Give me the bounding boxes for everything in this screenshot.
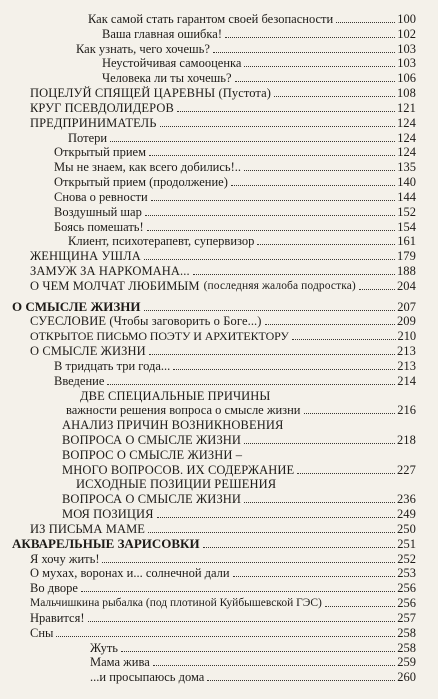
dot-leader: [145, 215, 395, 216]
toc-entry-page: 204: [396, 279, 416, 293]
toc-entry-title: Как узнать, чего хочешь?: [76, 42, 210, 56]
toc-entry: [102, 56, 416, 70]
toc-entry: [30, 329, 416, 343]
toc-entry-page: 209: [396, 314, 416, 328]
toc-entry-page: 227: [396, 463, 416, 477]
toc-entry-page: 144: [397, 190, 416, 204]
toc-entry-page: 100: [397, 12, 416, 26]
toc-entry-title: Введение: [54, 374, 105, 388]
dot-leader: [149, 354, 395, 355]
toc-entry-title: Потери: [68, 131, 108, 145]
dot-leader: [153, 665, 395, 666]
toc-entry: [30, 611, 416, 625]
toc-entry-title: Мальчишкина рыбалка (под плотиной Куйбышевской ГЭС): [30, 597, 322, 609]
toc-entry-title: В тридцать три года...: [54, 359, 171, 373]
toc-entry-title: АКВАРЕЛЬНЫЕ ЗАРИСОВКИ: [12, 536, 200, 551]
toc-entry-title: Открытый прием (продолжение): [54, 175, 228, 189]
toc-entry: [54, 190, 416, 204]
toc-entry-title-line2: МНОГО ВОПРОСОВ. ИХ СОДЕРЖАНИЕ: [62, 463, 295, 477]
dot-leader: [304, 413, 396, 414]
toc-entry-title: Нравится!: [30, 611, 85, 625]
toc-entry-title-line2: важности решения вопроса о смысле жизни: [66, 403, 301, 417]
dot-leader: [107, 384, 395, 385]
toc-entry-title: Сны: [30, 626, 54, 640]
dot-leader: [233, 576, 396, 577]
dot-leader: [203, 547, 396, 548]
toc-entry-title: ИЗ ПИСЬМА МАМЕ: [30, 522, 146, 536]
toc-entry: [54, 160, 416, 174]
toc-entry: [30, 264, 416, 278]
dot-leader: [325, 606, 395, 607]
toc-entry-title: Ваша главная ошибка!: [102, 27, 222, 41]
toc-entry-page: 256: [397, 596, 416, 610]
toc-entry: [54, 205, 416, 219]
toc-entry: [30, 552, 416, 566]
toc-entry-page: 207: [397, 300, 416, 314]
dot-leader: [244, 66, 395, 67]
toc-entry-page: 213: [397, 359, 416, 373]
toc-entry: [30, 581, 416, 595]
toc-entry: [30, 626, 416, 640]
dot-leader: [148, 532, 395, 533]
toc-entry-page: 108: [396, 86, 416, 100]
dot-leader: [157, 517, 395, 518]
toc-entry: [102, 27, 416, 41]
toc-entry: [66, 403, 416, 417]
toc-entry-title: О мухах, воронах и... солнечной дали: [30, 566, 230, 580]
dot-leader: [193, 274, 395, 275]
toc-entry-title: Человека ли ты хочешь?: [102, 71, 232, 85]
toc-entry: [30, 314, 416, 328]
toc-entry-title: ПОЦЕЛУЙ СПЯЩЕЙ ЦАРЕВНЫ (Пустота): [30, 86, 272, 100]
dot-leader: [257, 244, 395, 245]
toc-entry: [62, 507, 416, 521]
toc-entry: [68, 131, 416, 145]
dot-leader: [151, 200, 396, 201]
dot-leader: [177, 111, 395, 112]
dot-leader: [56, 636, 395, 637]
toc-entry-page: 252: [397, 552, 416, 566]
toc-entry: [30, 596, 416, 610]
toc-entry-page: 154: [397, 220, 416, 234]
toc-entry: [54, 145, 416, 159]
toc-entry-title: Неустойчивая самооценка: [102, 56, 242, 70]
toc-entry: [62, 492, 416, 506]
toc-entry-title: Жуть: [90, 641, 119, 655]
toc-entry-title: О СМЫСЛЕ ЖИЗНИ: [12, 299, 141, 314]
toc-entry-page: 259: [397, 655, 416, 669]
toc-entry: [30, 566, 416, 580]
dot-leader: [244, 170, 395, 171]
dot-leader: [88, 621, 396, 622]
toc-entry-page: 251: [397, 537, 416, 551]
dot-leader: [244, 443, 395, 444]
toc-entry: [76, 42, 416, 56]
toc-entry-page: 258: [397, 641, 416, 655]
toc-entry-page: 250: [396, 522, 416, 536]
toc-entry-page: 179: [396, 249, 416, 263]
toc-entry-page: 260: [397, 670, 416, 684]
toc-entry: [30, 344, 416, 358]
toc-entry-title: ПРЕДПРИНИМАТЕЛЬ: [30, 116, 157, 130]
toc-entry: [12, 300, 416, 314]
toc-entry: [30, 522, 416, 536]
toc-entry-title: Открытый прием: [54, 145, 146, 159]
toc-entry-title: Снова о ревности: [54, 190, 148, 204]
toc-entry: [30, 86, 416, 100]
toc-entry-title: ЗАМУЖ ЗА НАРКОМАНА...: [30, 264, 190, 278]
dot-leader: [147, 230, 396, 231]
dot-leader: [225, 37, 395, 38]
toc-entry-title: О СМЫСЛЕ ЖИЗНИ: [30, 344, 146, 358]
toc-entry-page: 216: [397, 403, 416, 417]
toc-entry-title: ДВЕ СПЕЦИАЛЬНЫЕ ПРИЧИНЫ: [80, 389, 271, 403]
toc-entry-title: ИСХОДНЫЕ ПОЗИЦИИ РЕШЕНИЯ: [76, 477, 277, 491]
toc-entry-note: (последняя жалоба подростка): [203, 280, 356, 292]
dot-leader: [144, 259, 395, 260]
toc-entry-page: 188: [396, 264, 416, 278]
dot-leader: [144, 310, 396, 311]
toc-entry-page: 218: [396, 433, 416, 447]
toc-entry: [90, 641, 416, 655]
toc-entry-page: 135: [397, 160, 416, 174]
toc-entry-title: Мама жива: [90, 655, 150, 669]
toc-entry-title: Мы не знаем, как всего добились!..: [54, 160, 242, 174]
dot-leader: [244, 502, 395, 503]
toc-entry-title: АНАЛИЗ ПРИЧИН ВОЗНИКНОВЕНИЯ: [62, 418, 284, 432]
toc-entry-title: СУЕСЛОВИЕ (Чтобы заговорить о Боге...): [30, 314, 262, 328]
dot-leader: [160, 126, 395, 127]
dot-leader: [207, 680, 395, 681]
toc-entry: [54, 220, 416, 234]
toc-entry: [30, 279, 416, 293]
toc-entry-page: 256: [397, 581, 416, 595]
dot-leader: [292, 339, 396, 340]
dot-leader: [231, 185, 395, 186]
toc-entry-page: 103: [397, 42, 416, 56]
toc-entry-title: Клиент, психотерапевт, супервизор: [68, 234, 255, 248]
toc-entry-title: Боясь помешать!: [54, 220, 144, 234]
toc-entry-page: 236: [396, 492, 416, 506]
toc-entry-page: 214: [397, 374, 416, 388]
toc-entry: [62, 463, 416, 477]
dot-leader: [102, 562, 395, 563]
toc-entry-page: 213: [396, 344, 416, 358]
toc-entry-title: ОТКРЫТОЕ ПИСЬМО ПОЭТУ И АРХИТЕКТОРУ: [30, 329, 289, 343]
toc-entry-page: 258: [397, 626, 416, 640]
toc-entry-page: 253: [397, 566, 416, 580]
toc-entry-title: МОЯ ПОЗИЦИЯ: [62, 507, 154, 521]
toc-entry: [54, 175, 416, 189]
dot-leader: [274, 96, 395, 97]
toc-entry: [30, 101, 416, 115]
toc-entry: [68, 234, 416, 248]
dot-leader: [297, 473, 395, 474]
toc-entry: [54, 374, 416, 388]
toc-entry-page: 257: [397, 611, 416, 625]
dot-leader: [213, 52, 395, 53]
toc-entry-page: 106: [397, 71, 416, 85]
dot-leader: [173, 369, 395, 370]
toc-entry-page: 103: [397, 56, 416, 70]
dot-leader: [149, 155, 395, 156]
toc-entry-page: 249: [396, 507, 416, 521]
dot-leader: [110, 141, 395, 142]
dot-leader: [359, 289, 395, 290]
toc-entry: [30, 116, 416, 130]
toc-entry: [90, 655, 416, 669]
toc-entry-title: Как самой стать гарантом своей безопасности: [88, 12, 334, 26]
toc-entry-title: КРУГ ПСЕВДОЛИДЕРОВ: [30, 101, 174, 115]
toc-entry: [30, 249, 416, 263]
toc-entry-page: 140: [397, 175, 416, 189]
toc-entry-title-line2: ВОПРОСА О СМЫСЛЕ ЖИЗНИ: [62, 492, 242, 506]
toc-entry-page: 102: [397, 27, 416, 41]
toc-entry-page: 124: [397, 145, 416, 159]
toc-entry-title-line2: ВОПРОСА О СМЫСЛЕ ЖИЗНИ: [62, 433, 242, 447]
toc-entry-page: 124: [396, 116, 416, 130]
toc-entry-title: Во дворе: [30, 581, 78, 595]
toc-entry-title: О ЧЕМ МОЛЧАТ ЛЮБИМЫМ: [30, 279, 200, 293]
toc-entry-title: Я хочу жить!: [30, 552, 100, 566]
toc-entry-page: 121: [396, 101, 416, 115]
toc-entry: [12, 537, 416, 551]
toc-entry: [88, 12, 416, 26]
toc-entry-title: ЖЕНЩИНА УШЛА: [30, 249, 141, 263]
toc-entry: [54, 359, 416, 373]
toc-entry-title: ...и просыпаюсь дома: [90, 670, 205, 684]
dot-leader: [265, 324, 395, 325]
dot-leader: [81, 591, 395, 592]
dot-leader: [121, 651, 395, 652]
toc-entry-page: 124: [397, 131, 416, 145]
toc-entry-page: 161: [397, 234, 416, 248]
dot-leader: [235, 81, 396, 82]
toc-entry-page: 210: [397, 329, 416, 343]
toc-entry-title: ВОПРОС О СМЫСЛЕ ЖИЗНИ –: [62, 448, 243, 462]
toc-entry: [102, 71, 416, 85]
toc-entry: [62, 433, 416, 447]
toc-entry-page: 152: [397, 205, 416, 219]
toc-entry-title: Воздушный шар: [54, 205, 142, 219]
dot-leader: [336, 22, 395, 23]
toc-entry: [90, 670, 416, 684]
